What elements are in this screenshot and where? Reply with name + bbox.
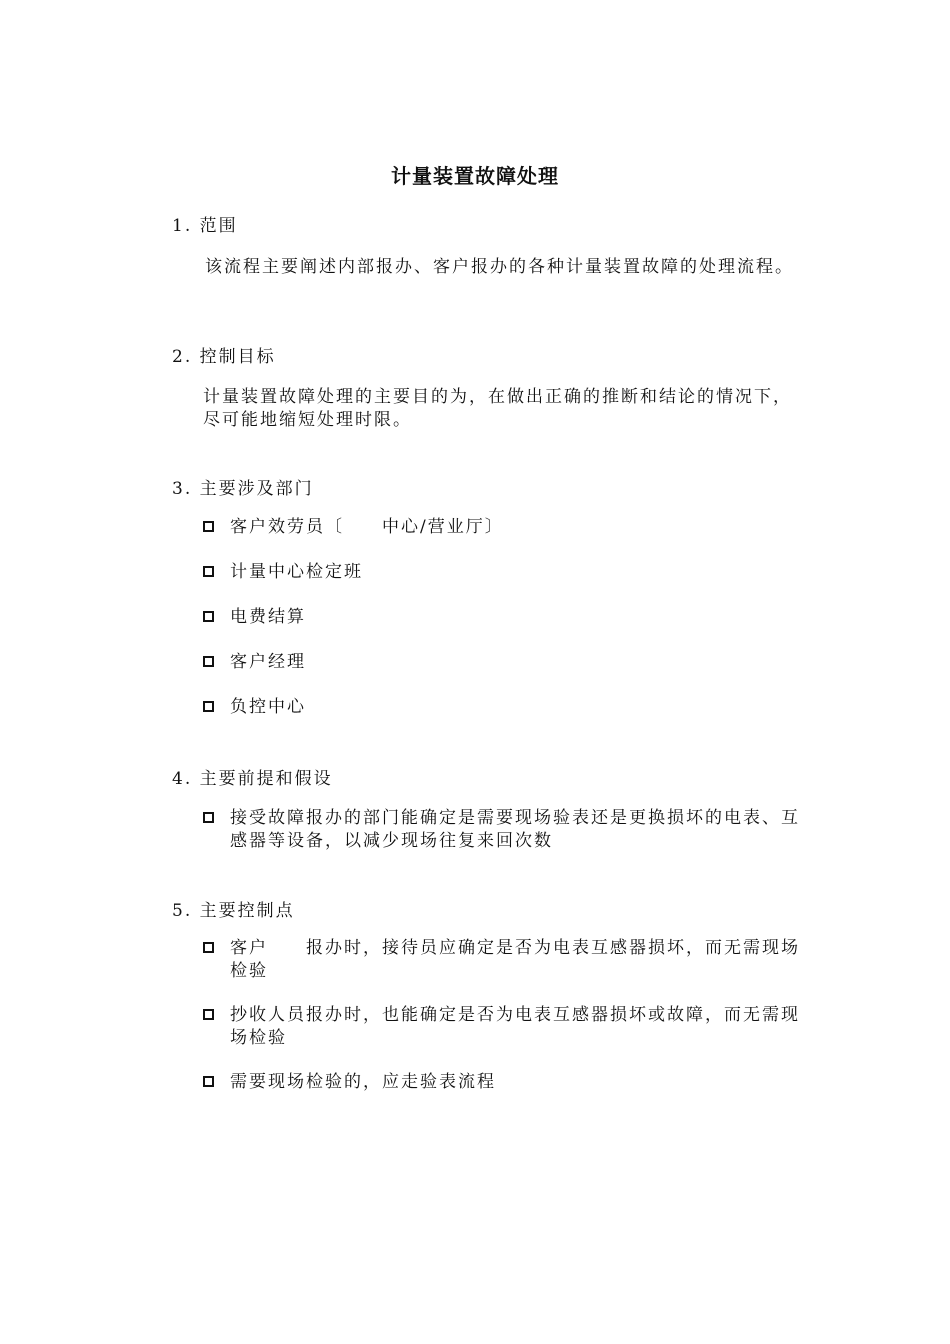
list-item [203, 516, 809, 539]
checkbox-bullet-icon [203, 566, 214, 577]
checkbox-bullet-icon [203, 1009, 214, 1020]
list-item-text: 计量中心检定班 [230, 562, 363, 582]
checkbox-bullet-icon [203, 521, 214, 532]
list-item-text: 客户效劳员〔 中心/营业厅〕 [230, 517, 504, 537]
list-item [203, 1004, 809, 1050]
checkbox-bullet-icon [203, 812, 214, 823]
section-heading-departments: 3. 主要涉及部门 [172, 479, 314, 499]
checkbox-bullet-icon [203, 942, 214, 953]
list-item [203, 651, 809, 674]
checkbox-bullet-icon [203, 1076, 214, 1087]
section-paragraph-objective: 计量装置故障处理的主要目的为，在做出正确的推断和结论的情况下，尽可能地缩短处理时限。 [203, 387, 792, 430]
list-item-text: 客户 报办时，接待员应确定是否为电表互感器损坏，而无需现场检验 [230, 938, 800, 981]
list-item-text: 电费结算 [230, 607, 306, 627]
list-item [203, 937, 809, 983]
list-item [203, 1071, 809, 1094]
section-heading-assumptions: 4. 主要前提和假设 [172, 769, 333, 789]
list-item-text: 客户经理 [230, 652, 306, 672]
section-heading-control-points: 5. 主要控制点 [172, 901, 295, 921]
list-item [203, 696, 809, 719]
checkbox-bullet-icon [203, 611, 214, 622]
list-item-text: 抄收人员报办时，也能确定是否为电表互感器损坏或故障，而无需现场检验 [230, 1005, 800, 1048]
checkbox-bullet-icon [203, 656, 214, 667]
list-item [203, 561, 809, 584]
list-item-text: 需要现场检验的，应走验表流程 [230, 1072, 496, 1092]
list-item [203, 606, 809, 629]
section-heading-objective: 2. 控制目标 [172, 347, 276, 367]
list-item-text: 接受故障报办的部门能确定是需要现场验表还是更换损坏的电表、互感器等设备，以减少现场往复来回次数 [230, 808, 800, 851]
page-title: 计量装置故障处理 [391, 164, 559, 188]
section-paragraph-scope: 该流程主要阐述内部报办、客户报办的各种计量装置故障的处理流程。 [205, 257, 794, 277]
section-heading-scope: 1. 范围 [172, 216, 238, 236]
list-item [203, 807, 809, 853]
list-item-text: 负控中心 [230, 697, 306, 717]
checkbox-bullet-icon [203, 701, 214, 712]
